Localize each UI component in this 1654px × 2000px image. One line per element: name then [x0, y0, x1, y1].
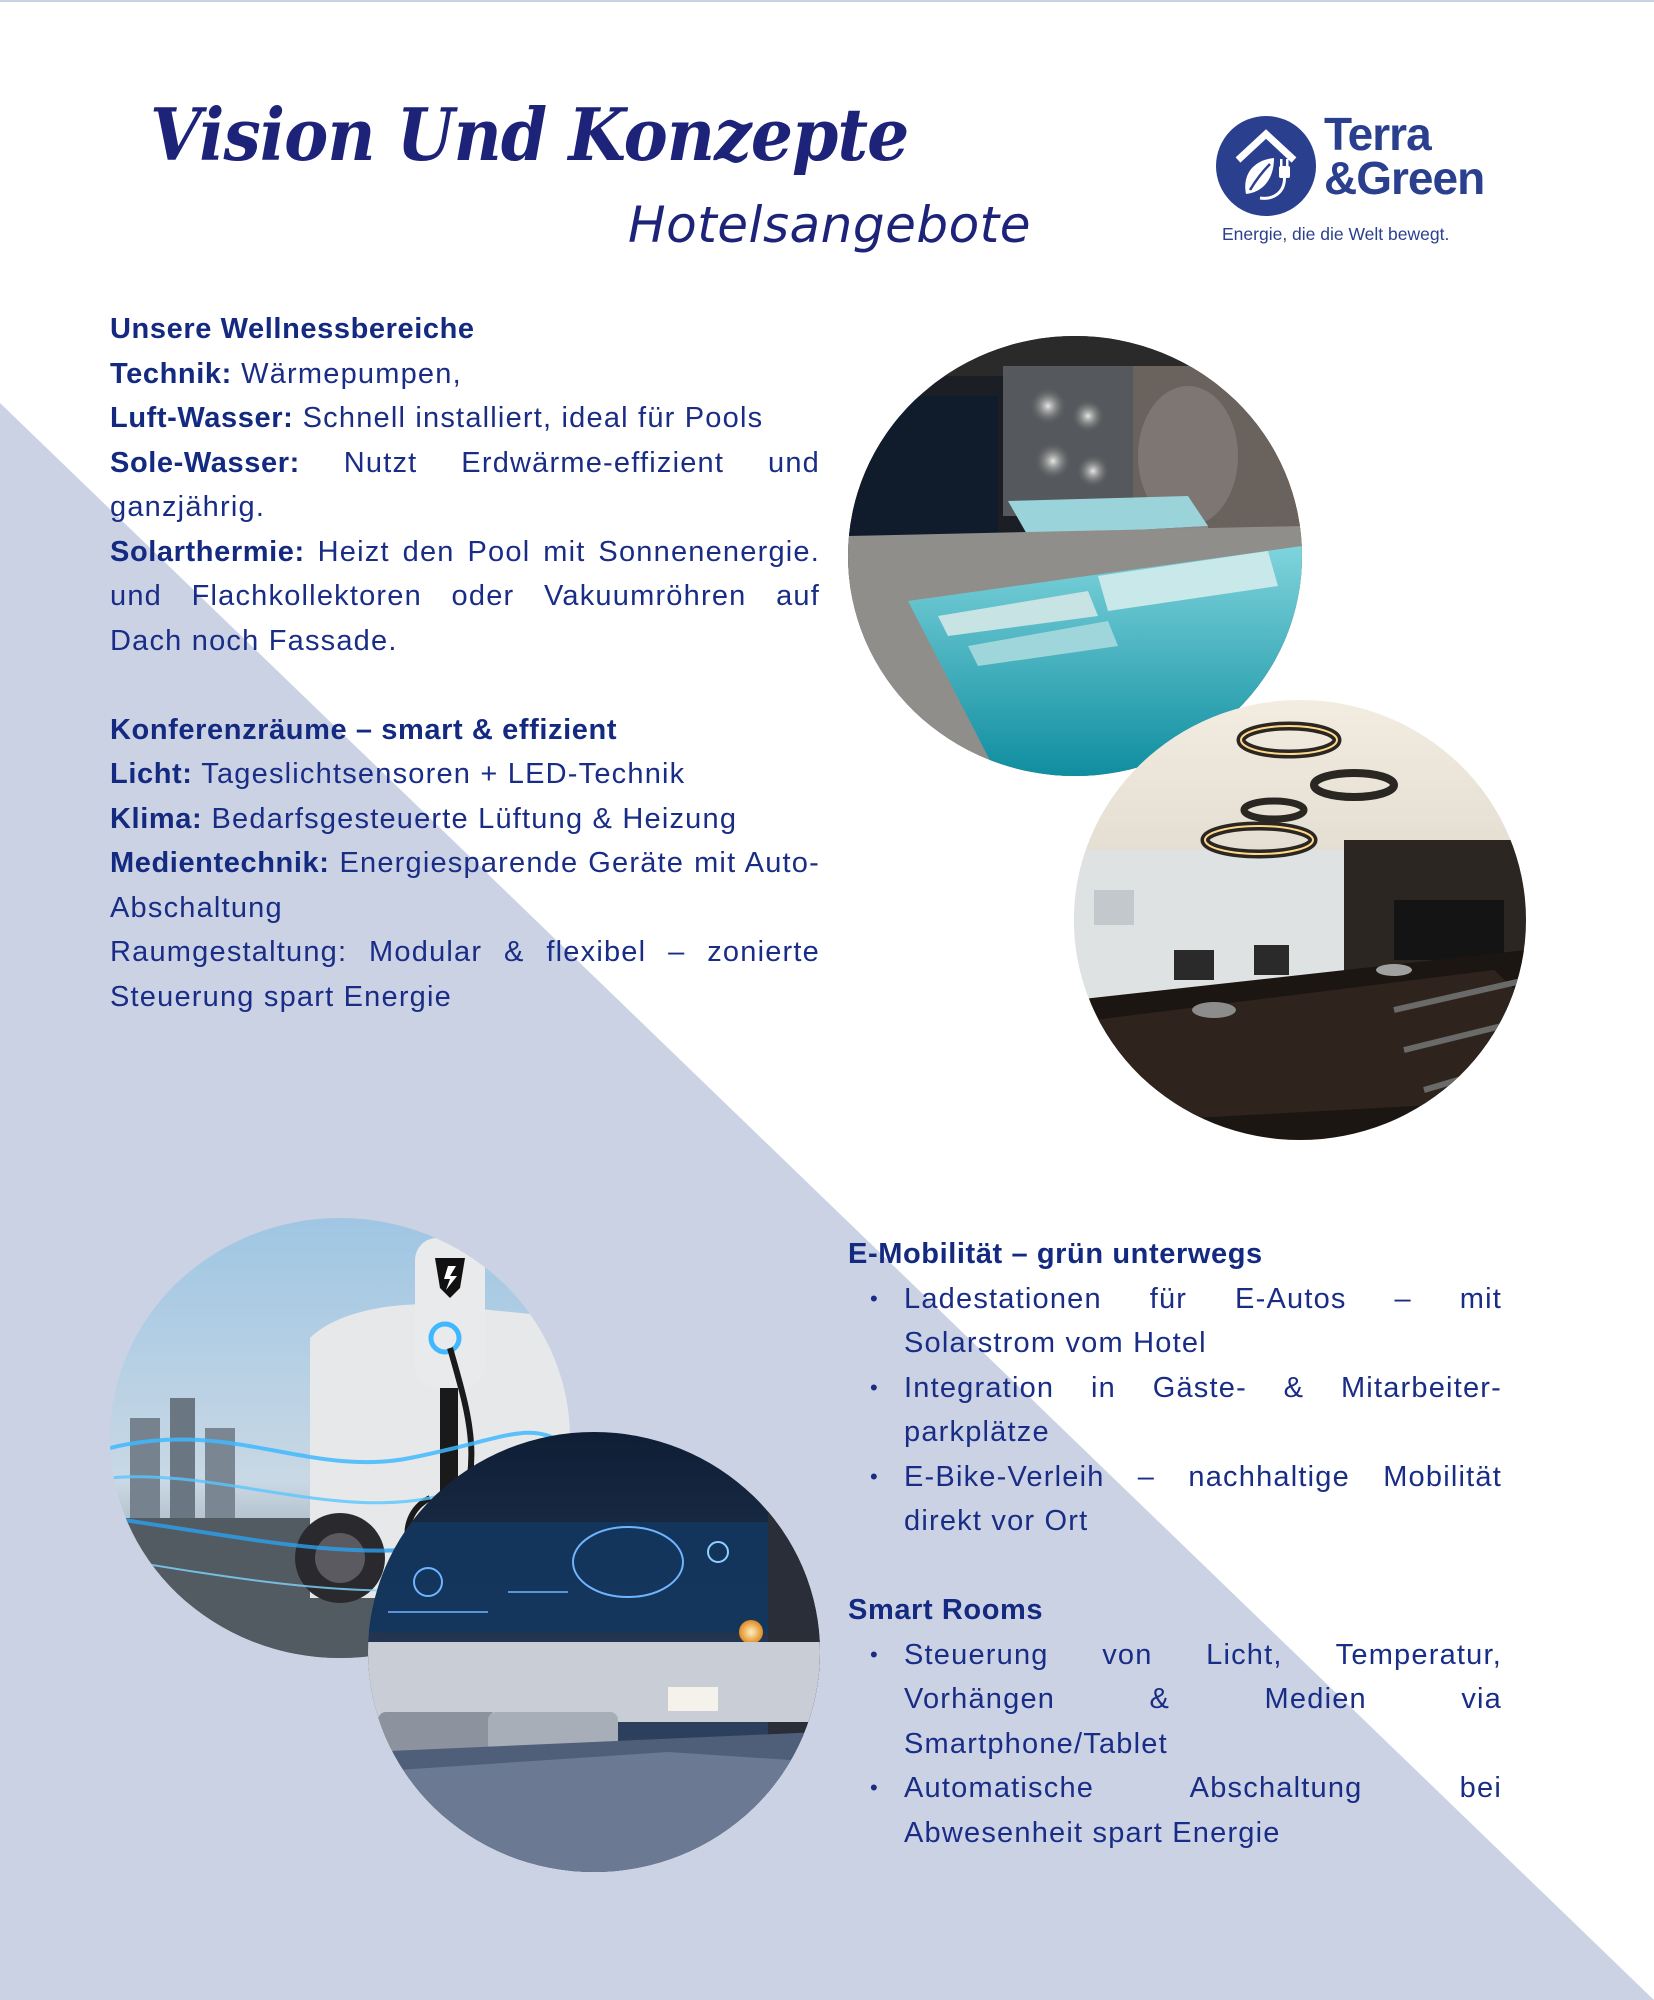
- bullet-icon: •: [870, 1285, 879, 1311]
- conference-room-photo: [1074, 700, 1526, 1140]
- bullet-icon: •: [870, 1775, 879, 1800]
- smart-bedroom-photo: [368, 1432, 820, 1872]
- left-text-column: [110, 307, 820, 1019]
- list-item-text: Integration in Gäste- & Mitarbeiter-parkplätze: [904, 1371, 1502, 1448]
- item-text: Raumgestaltung: Modular & flexibel – zonierte Steuerung spart Energie: [110, 936, 820, 1013]
- list-item: [870, 1455, 1502, 1544]
- item-text: Energiesparende Geräte mit Auto-Abschaltung: [110, 847, 820, 924]
- item-text: Heizt den Pool mit Sonnenenergie. und Flachkollektoren oder Vakuumröhren auf Dach noch Fassade.: [110, 535, 820, 657]
- logo-name-line1: Terra: [1324, 108, 1431, 160]
- item-label: Medientechnik:: [110, 847, 330, 879]
- bullet-icon: •: [870, 1641, 879, 1667]
- item-label: Klima:: [110, 802, 203, 835]
- smartrooms-list: [848, 1633, 1502, 1856]
- list-item: [870, 1277, 1502, 1366]
- item-text: Tageslichtsensoren + LED-Technik: [192, 758, 686, 790]
- terra-green-logo: [1216, 108, 1516, 252]
- wellness-section: [110, 307, 820, 663]
- bullet-icon: •: [870, 1463, 879, 1489]
- page-title: Vision Und Konzepte: [150, 92, 909, 177]
- conference-heading: Konferenzräume – smart & effizient: [110, 713, 618, 746]
- house-leaf-plug-icon: [1216, 116, 1316, 216]
- section-spacer: [110, 663, 820, 708]
- section-spacer: [848, 1544, 1502, 1589]
- conference-item: [110, 797, 820, 842]
- item-text: Bedarfsgesteuerte Lüftung & Heizung: [202, 802, 738, 835]
- conference-item: [110, 841, 820, 930]
- list-item-text: Steuerung von Licht, Temperatur, Vorhängen & Medien via Smartphone/Tablet: [904, 1638, 1502, 1760]
- conference-section: [110, 708, 820, 1020]
- wellness-item: [110, 530, 820, 664]
- item-text: Schnell installiert, ideal für Pools: [293, 402, 764, 434]
- logo-wordmark: [1324, 108, 1485, 204]
- smartrooms-heading: Smart Rooms: [848, 1594, 1044, 1626]
- conference-item: [110, 752, 820, 797]
- list-item: [870, 1633, 1502, 1767]
- item-label: Technik:: [110, 357, 232, 390]
- emobility-section: [848, 1232, 1502, 1544]
- right-text-column: [848, 1232, 1502, 1855]
- emobility-list: [848, 1277, 1502, 1544]
- list-item-text: Ladestationen für E-Autos – mit Solarstrom vom Hotel: [904, 1282, 1502, 1359]
- logo-name-line2: &Green: [1324, 152, 1485, 204]
- list-item: [870, 1766, 1502, 1855]
- smartrooms-section: [848, 1588, 1502, 1855]
- emobility-heading: E-Mobilität – grün unterwegs: [848, 1238, 1263, 1270]
- item-label: Sole-Wasser:: [110, 446, 300, 479]
- item-label: Solarthermie:: [110, 535, 305, 568]
- list-item-text: E-Bike-Verleih – nachhaltige Mobilität direkt vor Ort: [904, 1460, 1502, 1537]
- item-text: Wärmepumpen,: [231, 357, 462, 390]
- item-label: Licht:: [110, 758, 193, 790]
- list-item-text: Automatische Abschaltung bei Abwesenheit spart Energie: [904, 1772, 1502, 1849]
- bullet-icon: •: [870, 1374, 879, 1400]
- item-label: Luft-Wasser:: [110, 402, 294, 434]
- wellness-heading: Unsere Wellnessbereiche: [110, 313, 475, 345]
- list-item: [870, 1366, 1502, 1455]
- conference-item: [110, 930, 820, 1019]
- page-subtitle: Hotelsangebote: [628, 196, 1032, 254]
- wellness-item: [110, 352, 820, 397]
- logo-tagline: Energie, die die Welt bewegt.: [1222, 224, 1450, 244]
- wellness-item: [110, 441, 820, 530]
- wellness-item: [110, 396, 820, 441]
- item-text: Nutzt Erdwärme-effizient und ganzjährig.: [110, 446, 820, 523]
